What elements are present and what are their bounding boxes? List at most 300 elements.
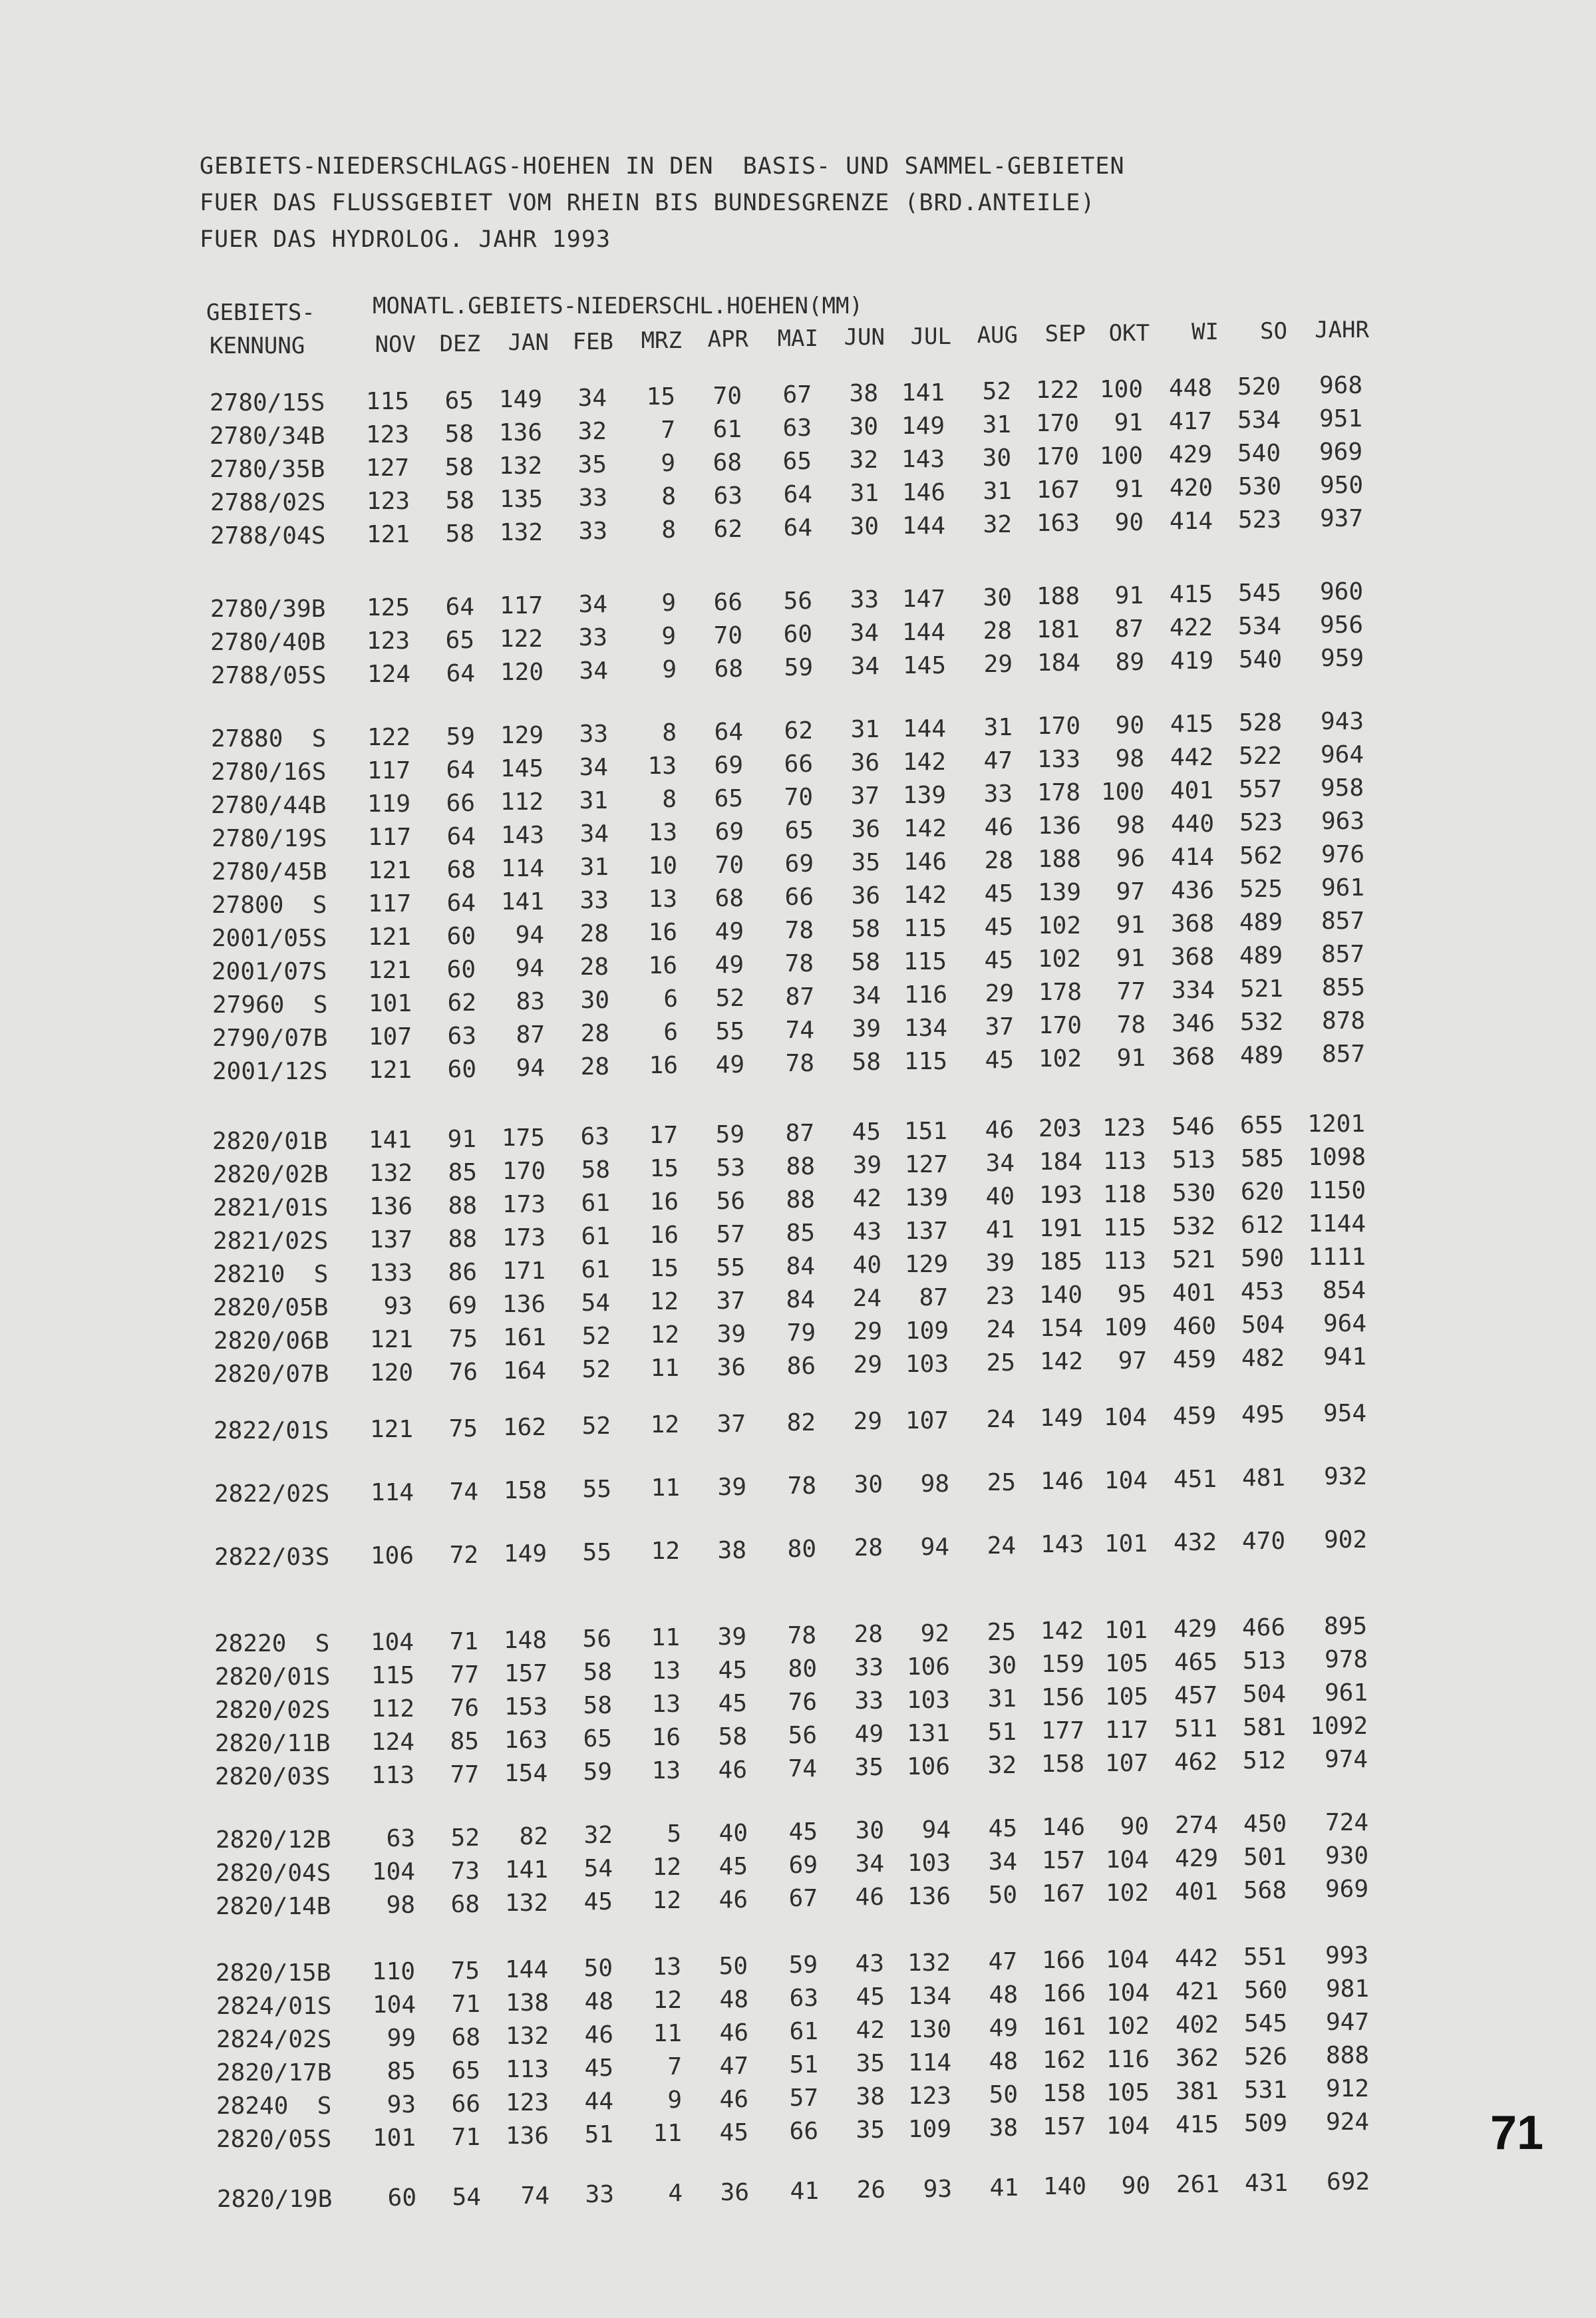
cell-mai: 63 [789,1985,818,2012]
cell-sep: 193 [1038,1182,1082,1209]
cell-wi: 401 [1170,777,1213,804]
cell-okt: 90 [1114,509,1144,536]
cell-kennung: 2824/02S [216,2026,332,2053]
cell-feb: 35 [577,451,607,478]
cell-nov: 119 [367,790,410,818]
cell-feb: 55 [582,1476,611,1503]
cell-wi: 440 [1170,810,1214,838]
cell-mrz: 12 [650,1411,679,1438]
cell-aug: 31 [983,478,1012,505]
cell-so: 466 [1241,1614,1285,1641]
cell-jun: 58 [852,1049,881,1076]
cell-feb: 44 [584,2088,613,2115]
cell-jahr: 857 [1321,941,1364,968]
cell-sep: 166 [1042,1980,1086,2007]
cell-nov: 113 [371,1762,414,1789]
cell-mai: 80 [787,1536,816,1563]
cell-dez: 65 [444,387,474,414]
table-row [0,2168,1596,2219]
cell-mai: 59 [784,654,813,681]
cell-sep: 181 [1036,616,1080,643]
cell-apr: 39 [717,1474,746,1501]
cell-kennung: 2822/03S [214,1544,330,1571]
cell-sep: 122 [1035,377,1079,404]
cell-jan: 82 [519,1823,548,1850]
cell-jun: 34 [852,982,881,1009]
cell-mai: 59 [788,1951,818,1979]
cell-jul: 116 [903,981,947,1009]
cell-jan: 136 [502,1291,546,1318]
cell-so: 495 [1241,1401,1285,1428]
cell-jun: 31 [850,480,879,507]
cell-jul: 106 [906,1753,950,1780]
table-row [0,1876,1596,1926]
cell-wi: 415 [1169,581,1213,608]
cell-aug: 31 [982,411,1011,438]
cell-sep: 142 [1039,1348,1083,1375]
cell-jun: 43 [852,1218,881,1245]
cell-sep: 177 [1040,1717,1084,1744]
cell-mrz: 15 [646,383,675,411]
cell-mrz: 13 [648,886,677,913]
cell-sep: 157 [1042,2113,1086,2140]
cell-jahr: 956 [1319,611,1363,639]
cell-mrz: 16 [649,1052,678,1079]
cell-wi: 419 [1170,647,1213,675]
cell-apr: 69 [715,818,744,846]
cell-mai: 60 [783,621,812,648]
col-header-jahr: JAHR [1315,317,1369,343]
cell-jahr: 943 [1320,708,1364,735]
cell-feb: 30 [580,987,609,1014]
cell-wi: 442 [1174,1945,1218,1972]
cell-so: 453 [1240,1278,1284,1305]
cell-nov: 104 [371,1858,415,1886]
cell-so: 562 [1239,842,1283,870]
cell-okt: 91 [1116,1045,1146,1072]
cell-wi: 368 [1170,943,1214,971]
cell-kennung: 2820/12B [216,1826,331,1854]
cell-sep: 146 [1041,1814,1085,1841]
cell-mai: 74 [785,1017,814,1044]
cell-so: 431 [1244,2170,1288,2197]
cell-wi: 513 [1172,1146,1215,1174]
cell-wi: 429 [1173,1615,1217,1643]
cell-mrz: 6 [663,985,678,1013]
cell-jan: 173 [502,1191,546,1218]
cell-mai: 41 [790,2178,819,2205]
cell-jahr: 961 [1321,874,1364,902]
cell-nov: 98 [386,1892,415,1919]
cell-mrz: 13 [647,752,677,780]
cell-dez: 58 [444,420,474,448]
cell-mai: 45 [788,1818,818,1846]
cell-so: 522 [1238,743,1282,770]
cell-feb: 28 [579,920,609,947]
cell-kennung: 2820/15B [216,1959,331,1987]
table-row [0,2108,1596,2159]
cell-nov: 141 [368,1126,412,1154]
cell-okt: 91 [1116,911,1145,939]
cell-mrz: 12 [652,1887,681,1914]
col-header-wi: WI [1192,319,1219,345]
cell-mrz: 13 [648,819,677,846]
cell-jahr: 941 [1323,1343,1366,1371]
cell-nov: 117 [367,890,411,917]
cell-jul: 144 [902,715,946,743]
cell-apr: 52 [715,985,744,1012]
cell-okt: 102 [1105,1880,1149,1907]
cell-jan: 173 [502,1224,546,1251]
cell-kennung: 2820/14B [216,1893,331,1920]
cell-dez: 76 [450,1695,479,1722]
header-gebiets: GEBIETS- [206,299,315,326]
cell-kennung: 2820/07B [214,1361,329,1388]
cell-sep: 188 [1037,846,1081,873]
cell-so: 532 [1239,1009,1283,1036]
cell-jun: 36 [851,816,880,843]
cell-sep: 163 [1036,510,1080,537]
cell-okt: 115 [1102,1214,1146,1242]
cell-kennung: 2820/02B [213,1161,329,1188]
cell-nov: 104 [372,1991,416,2019]
cell-kennung: 2820/05S [216,2126,332,2153]
cell-okt: 104 [1105,1846,1149,1874]
cell-mai: 88 [786,1153,815,1180]
cell-sep: 162 [1042,2047,1086,2074]
cell-jahr: 912 [1325,2075,1369,2102]
cell-nov: 114 [370,1479,414,1506]
cell-nov: 63 [386,1825,415,1852]
cell-apr: 46 [719,2086,748,2113]
cell-jahr: 924 [1325,2108,1369,2136]
cell-feb: 33 [579,721,608,748]
cell-jan: 132 [498,452,542,480]
col-header-mai: MAI [777,325,818,352]
cell-apr: 64 [714,719,743,746]
cell-feb: 33 [585,2181,614,2208]
cell-jahr: 888 [1325,2042,1369,2069]
cell-dez: 58 [444,454,474,481]
cell-feb: 34 [579,820,609,848]
table-row [0,1463,1596,1514]
cell-sep: 161 [1042,2013,1086,2041]
cell-mai: 78 [784,950,814,977]
cell-mai: 76 [788,1689,817,1716]
cell-kennung: 2820/01S [215,1663,331,1691]
cell-dez: 91 [447,1126,476,1153]
cell-nov: 127 [365,454,409,482]
cell-mai: 70 [784,784,813,811]
cell-wi: 415 [1175,2111,1219,2138]
cell-so: 523 [1239,809,1283,836]
cell-jan: 114 [500,855,544,882]
cell-sep: 191 [1038,1215,1082,1242]
cell-apr: 46 [718,1886,748,1913]
cell-jul: 98 [920,1470,949,1498]
cell-jan: 164 [502,1357,546,1385]
cell-mrz: 15 [649,1255,679,1282]
cell-jan: 154 [504,1760,548,1787]
cell-wi: 532 [1172,1213,1215,1240]
cell-jahr: 1144 [1308,1210,1366,1238]
cell-mrz: 9 [661,450,675,477]
cell-kennung: 2788/04S [210,522,326,550]
cell-nov: 125 [366,594,410,621]
cell-jan: 157 [504,1660,548,1687]
cell-feb: 50 [583,1955,613,1982]
cell-aug: 30 [987,1652,1017,1679]
cell-mai: 69 [784,850,814,878]
cell-so: 512 [1242,1747,1286,1774]
cell-mai: 63 [782,414,812,442]
cell-jan: 94 [515,955,544,982]
cell-dez: 68 [451,2024,480,2051]
cell-so: 560 [1243,1977,1287,2004]
cell-mai: 56 [788,1722,817,1749]
cell-jun: 46 [855,1884,884,1911]
cell-jun: 34 [850,619,879,647]
cell-jun: 38 [856,2083,885,2110]
cell-kennung: 2788/02S [210,489,326,516]
cell-jan: 144 [504,1956,548,1983]
cell-jahr: 976 [1321,841,1364,868]
cell-sep: 159 [1040,1651,1084,1678]
cell-nov: 60 [387,2184,416,2212]
cell-mrz: 9 [661,623,676,650]
cell-so: 481 [1241,1464,1285,1492]
col-header-feb: FEB [572,329,613,355]
cell-jahr: 854 [1322,1277,1366,1304]
cell-mai: 51 [789,2051,818,2078]
cell-apr: 53 [716,1154,745,1182]
cell-apr: 69 [714,752,743,779]
cell-wi: 530 [1172,1180,1215,1207]
cell-nov: 104 [370,1629,414,1656]
cell-nov: 121 [367,957,411,984]
cell-feb: 34 [579,657,608,685]
cell-jul: 109 [905,1317,949,1345]
cell-so: 557 [1238,776,1282,803]
cell-kennung: 2824/01S [216,1993,332,2020]
cell-jahr: 1111 [1308,1243,1366,1271]
cell-sep: 188 [1036,583,1080,610]
cell-feb: 28 [580,1053,609,1080]
cell-sep: 167 [1041,1880,1085,1907]
col-header-mrz: MRZ [641,327,682,354]
cell-jahr: 937 [1319,505,1363,532]
cell-sep: 166 [1041,1947,1085,1974]
title-line-3: FUER DAS HYDROLOG. JAHR 1993 [200,226,611,253]
cell-dez: 68 [450,1891,480,1918]
cell-so: 470 [1241,1528,1285,1555]
cell-feb: 34 [577,385,607,412]
cell-aug: 47 [988,1948,1017,1975]
cell-apr: 55 [715,1018,744,1045]
cell-jul: 107 [905,1407,949,1434]
col-header-apr: APR [707,326,748,353]
cell-mrz: 9 [667,2086,682,2114]
cell-apr: 48 [719,1986,748,2013]
page-number: 71 [1490,2106,1544,2160]
cell-kennung: 27880 S [211,725,327,752]
cell-jul: 115 [903,1048,947,1075]
cell-kennung: 2820/11B [215,1730,331,1757]
cell-aug: 34 [985,1150,1015,1177]
cell-so: 545 [1237,580,1281,607]
cell-dez: 65 [451,2057,480,2084]
cell-aug: 34 [988,1848,1017,1876]
cell-apr: 49 [715,918,744,945]
cell-wi: 429 [1174,1845,1218,1872]
cell-mrz: 12 [649,1288,679,1315]
cell-nov: 121 [366,521,410,548]
cell-mai: 64 [783,514,812,542]
cell-dez: 71 [451,1991,480,2018]
cell-so: 581 [1242,1714,1286,1741]
cell-okt: 98 [1116,812,1145,839]
cell-kennung: 28240 S [216,2092,332,2120]
cell-mrz: 7 [661,416,675,444]
cell-kennung: 2780/35B [210,456,325,483]
cell-aug: 25 [987,1469,1016,1496]
cell-wi: 429 [1168,441,1212,468]
cell-apr: 40 [718,1820,748,1847]
cell-apr: 45 [718,1657,747,1684]
cell-apr: 47 [719,2053,748,2080]
cell-jahr: 964 [1320,741,1364,768]
cell-nov: 123 [366,488,410,515]
cell-apr: 63 [713,482,742,510]
cell-wi: 417 [1168,408,1212,435]
cell-jahr: 954 [1323,1400,1366,1427]
cell-dez: 72 [449,1542,478,1569]
cell-jan: 122 [499,625,543,653]
cell-nov: 101 [368,990,412,1017]
col-header-nov: NOV [375,331,416,358]
cell-jul: 103 [906,1687,950,1714]
cell-jan: 132 [504,1890,548,1917]
cell-mrz: 9 [662,656,677,683]
header-monatl: MONATL.GEBIETS-NIEDERSCHL.HOEHEN(MM) [373,293,863,319]
cell-nov: 93 [383,1293,412,1320]
cell-nov: 99 [387,2025,416,2052]
cell-dez: 68 [446,856,476,884]
cell-sep: 167 [1036,476,1080,504]
cell-sep: 143 [1040,1531,1084,1558]
cell-sep: 149 [1039,1405,1083,1432]
cell-jun: 33 [854,1687,883,1715]
table-row [0,505,1596,556]
cell-kennung: 27800 S [212,892,327,919]
cell-jun: 29 [853,1318,882,1345]
cell-mai: 74 [788,1755,817,1782]
cell-jun: 33 [854,1654,883,1681]
cell-jahr: 857 [1321,908,1364,935]
title-line-1: GEBIETS-NIEDERSCHLAGS-HOEHEN IN DEN BASIS- UND SAMMEL-GEBIETEN [200,153,1125,180]
cell-kennung: 2001/12S [212,1058,328,1085]
cell-wi: 442 [1170,744,1213,771]
cell-sep: 139 [1037,879,1081,906]
cell-sep: 184 [1037,649,1080,677]
cell-apr: 46 [719,2019,748,2047]
cell-jul: 103 [905,1351,949,1378]
cell-jahr: 961 [1324,1679,1368,1707]
cell-jahr: 1092 [1310,1713,1368,1740]
cell-okt: 91 [1114,476,1144,503]
cell-okt: 91 [1114,582,1144,609]
cell-kennung: 28210 S [213,1261,329,1288]
cell-jul: 94 [920,1534,949,1561]
cell-jahr: 968 [1319,372,1362,399]
cell-so: 526 [1243,2043,1287,2070]
cell-wi: 401 [1172,1279,1215,1307]
cell-mrz: 5 [667,1820,681,1848]
cell-feb: 33 [579,887,609,914]
cell-okt: 105 [1104,1650,1148,1677]
cell-aug: 40 [985,1183,1015,1210]
cell-nov: 115 [365,388,409,415]
cell-jahr: 978 [1324,1646,1368,1673]
cell-feb: 61 [581,1190,610,1217]
cell-mrz: 11 [653,2020,682,2047]
cell-dez: 75 [448,1415,478,1442]
cell-sep: 156 [1040,1684,1084,1711]
cell-kennung: 2001/07S [212,958,327,985]
cell-okt: 113 [1102,1148,1146,1175]
cell-jul: 149 [901,413,945,440]
cell-nov: 122 [367,724,410,751]
cell-mrz: 11 [653,2120,682,2147]
cell-jan: 120 [500,659,544,686]
cell-so: 521 [1239,975,1283,1003]
cell-apr: 62 [713,516,742,543]
cell-jun: 28 [854,1621,883,1648]
cell-mrz: 11 [651,1474,680,1502]
cell-jun: 26 [856,2176,885,2204]
cell-feb: 58 [583,1659,612,1686]
cell-dez: 88 [448,1192,477,1220]
cell-kennung: 2780/19S [212,825,327,852]
cell-kennung: 2820/06B [214,1327,329,1355]
cell-jul: 144 [901,512,945,540]
cell-okt: 102 [1106,2013,1150,2040]
cell-mai: 88 [786,1186,815,1214]
cell-wi: 432 [1173,1529,1217,1556]
cell-mrz: 16 [651,1724,681,1751]
cell-dez: 59 [446,723,475,750]
cell-sep: 184 [1038,1148,1082,1176]
cell-feb: 28 [580,1020,609,1047]
cell-wi: 451 [1173,1466,1217,1493]
cell-mai: 86 [786,1353,816,1380]
col-header-kennung: KENNUNG [210,333,305,359]
cell-okt: 105 [1106,2079,1150,2106]
cell-apr: 68 [714,655,743,683]
cell-jul: 93 [923,2176,952,2203]
cell-mai: 84 [786,1286,815,1313]
cell-mai: 79 [786,1319,816,1347]
cell-jun: 30 [849,413,878,440]
cell-apr: 45 [718,1690,747,1717]
cell-jan: 74 [520,2182,550,2210]
cell-aug: 31 [983,714,1013,741]
cell-jan: 171 [502,1257,546,1285]
cell-sep: 157 [1041,1847,1085,1874]
cell-mrz: 9 [661,589,676,617]
cell-mai: 66 [784,750,813,778]
cell-so: 504 [1242,1681,1286,1708]
